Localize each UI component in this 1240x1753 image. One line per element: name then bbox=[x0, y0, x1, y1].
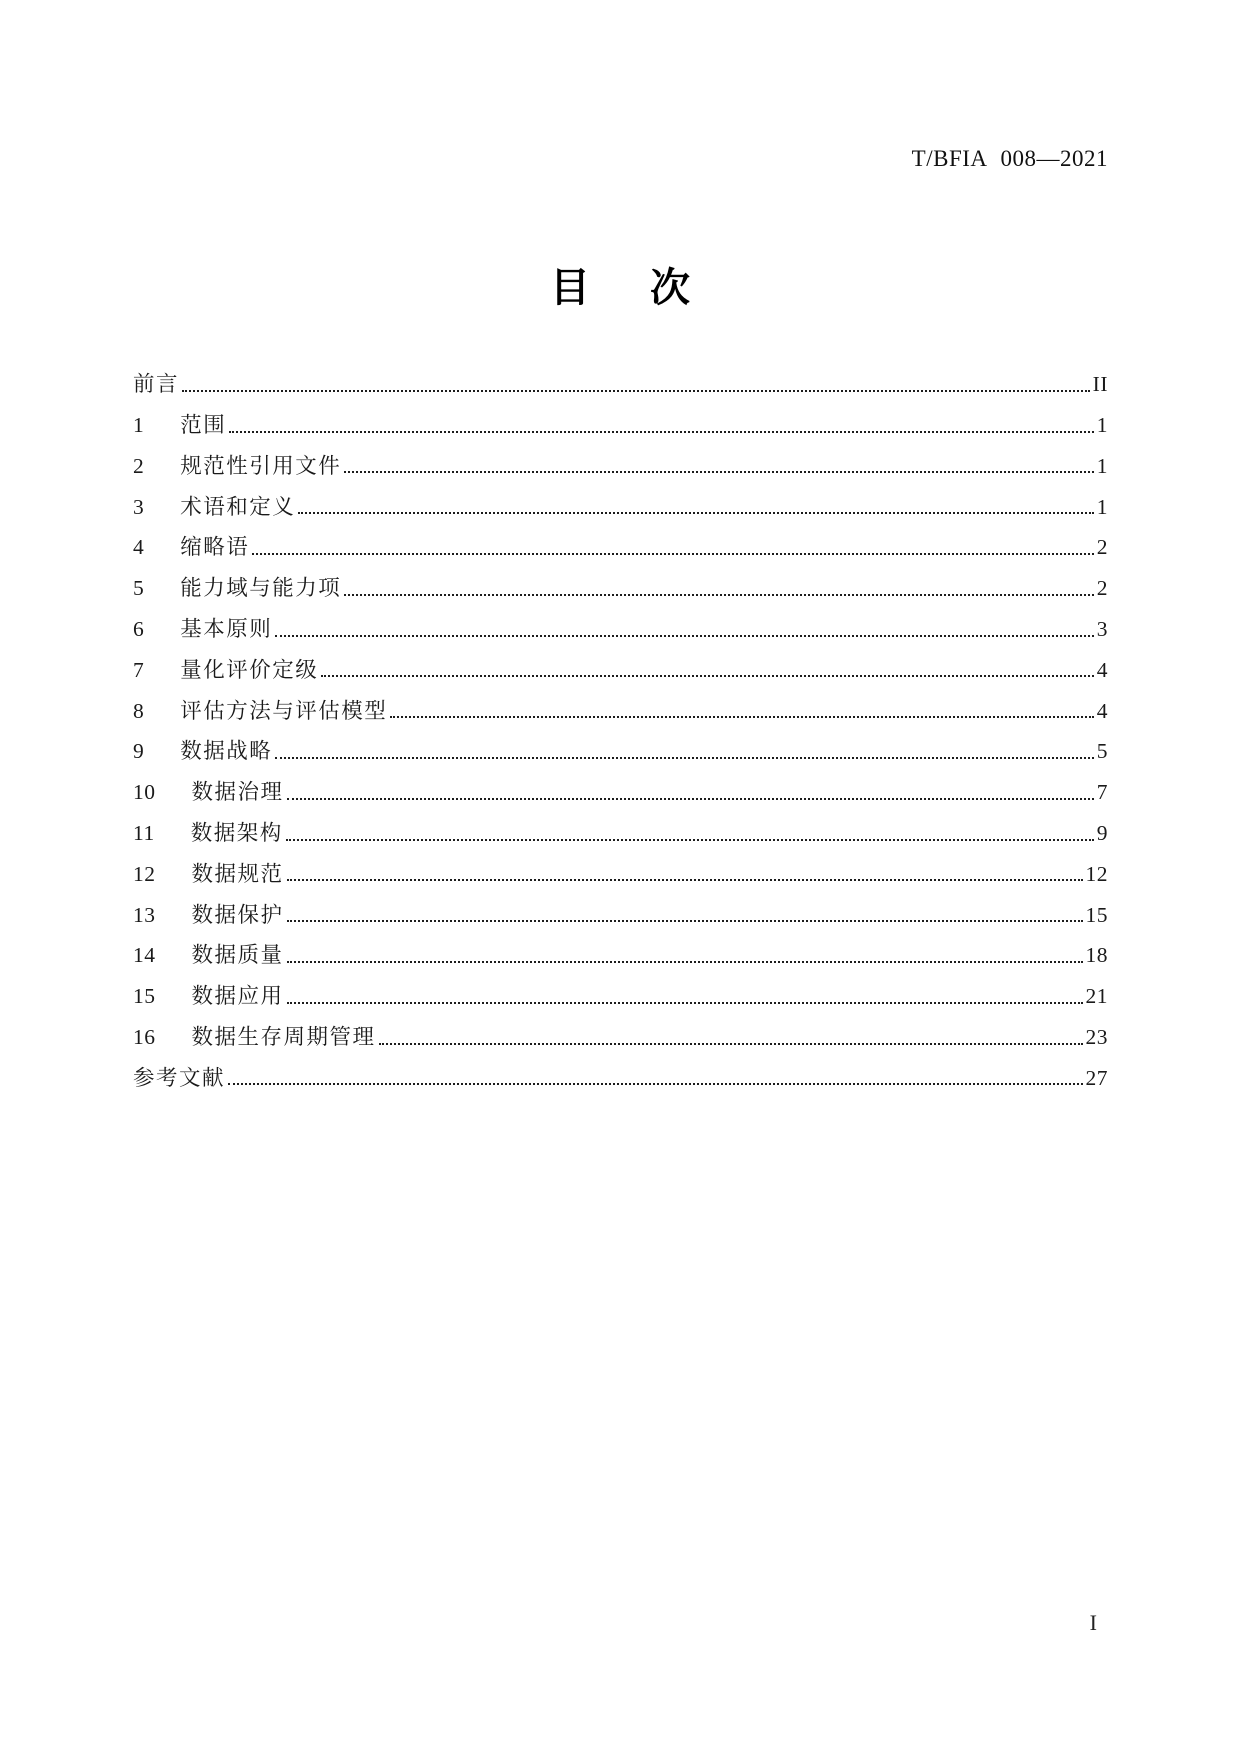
toc-entry-page: 21 bbox=[1085, 984, 1108, 1009]
toc-entry[interactable] bbox=[133, 846, 1108, 887]
dot-leader bbox=[379, 1043, 1083, 1045]
toc-entry-label: 数据保护 bbox=[191, 902, 284, 927]
toc-entry-page: 2 bbox=[1096, 576, 1108, 601]
dot-leader bbox=[286, 839, 1094, 841]
toc-entry-number: 2 bbox=[133, 453, 145, 478]
toc-entry-number: 13 bbox=[133, 902, 156, 927]
table-of-contents bbox=[133, 356, 1108, 1090]
dot-leader bbox=[287, 961, 1083, 963]
dot-leader bbox=[287, 920, 1083, 922]
dot-leader bbox=[287, 1002, 1083, 1004]
toc-entry-label: 数据应用 bbox=[191, 984, 284, 1009]
toc-entry[interactable] bbox=[133, 968, 1108, 1009]
dot-leader bbox=[321, 675, 1093, 677]
toc-entry[interactable] bbox=[133, 682, 1108, 723]
dot-leader bbox=[287, 879, 1083, 881]
dot-leader bbox=[344, 594, 1093, 596]
toc-entry-page: 12 bbox=[1085, 861, 1108, 886]
toc-entry-label: 数据架构 bbox=[190, 820, 283, 845]
page-title-char-2: 次 bbox=[650, 266, 690, 310]
toc-entry-label: 数据规范 bbox=[191, 861, 284, 886]
toc-entry[interactable] bbox=[133, 560, 1108, 601]
toc-entry-page: II bbox=[1092, 372, 1108, 397]
dot-leader bbox=[228, 1083, 1082, 1085]
toc-entry-label: 范围 bbox=[180, 412, 227, 437]
toc-entry-page: 15 bbox=[1085, 902, 1108, 927]
toc-entry-page: 1 bbox=[1096, 453, 1108, 478]
toc-entry-number: 3 bbox=[133, 494, 145, 519]
toc-entry[interactable] bbox=[133, 478, 1108, 519]
toc-entry[interactable] bbox=[133, 927, 1108, 968]
toc-entry-label: 规范性引用文件 bbox=[180, 453, 342, 478]
folio-page-number: I bbox=[1089, 1610, 1097, 1635]
toc-entry-page: 1 bbox=[1096, 412, 1108, 437]
toc-entry-page: 4 bbox=[1096, 657, 1108, 682]
toc-entry-label: 数据质量 bbox=[191, 943, 284, 968]
toc-entry-label: 缩略语 bbox=[180, 535, 250, 560]
toc-entry-number: 5 bbox=[133, 576, 145, 601]
toc-entry-number: 15 bbox=[133, 984, 156, 1009]
toc-entry-label: 基本原则 bbox=[180, 616, 273, 641]
toc-entry-label: 量化评价定级 bbox=[180, 657, 319, 682]
toc-entry-number: 9 bbox=[133, 739, 145, 764]
dot-leader bbox=[298, 512, 1093, 514]
standard-number: T/BFIA 008—2021 bbox=[911, 146, 1108, 171]
toc-entry[interactable] bbox=[133, 356, 1108, 397]
toc-entry-number: 16 bbox=[133, 1024, 156, 1049]
toc-entry[interactable] bbox=[133, 397, 1108, 438]
toc-entry-number: 4 bbox=[133, 535, 145, 560]
dot-leader bbox=[275, 635, 1093, 637]
toc-entry-number: 14 bbox=[133, 943, 156, 968]
toc-entry[interactable] bbox=[133, 601, 1108, 642]
toc-entry-label: 参考文献 bbox=[133, 1065, 226, 1090]
toc-entry-number: 12 bbox=[133, 861, 156, 886]
toc-entry-page: 3 bbox=[1096, 616, 1108, 641]
dot-leader bbox=[275, 757, 1093, 759]
toc-entry[interactable] bbox=[133, 642, 1108, 683]
dot-leader bbox=[287, 798, 1094, 800]
toc-entry-page: 1 bbox=[1096, 494, 1108, 519]
page-title-char-1: 目 bbox=[550, 266, 590, 310]
toc-entry-number: 8 bbox=[133, 698, 145, 723]
toc-entry-number: 7 bbox=[133, 657, 145, 682]
dot-leader bbox=[390, 716, 1093, 718]
toc-entry[interactable] bbox=[133, 886, 1108, 927]
toc-entry-page: 9 bbox=[1096, 820, 1108, 845]
toc-entry-label: 数据战略 bbox=[180, 739, 273, 764]
toc-entry-page: 23 bbox=[1085, 1024, 1108, 1049]
dot-leader bbox=[229, 431, 1093, 433]
toc-entry[interactable] bbox=[133, 1050, 1108, 1091]
toc-entry-page: 4 bbox=[1096, 698, 1108, 723]
toc-entry-label: 评估方法与评估模型 bbox=[180, 698, 388, 723]
toc-entry-page: 7 bbox=[1096, 780, 1108, 805]
toc-entry-label: 能力域与能力项 bbox=[180, 576, 342, 601]
toc-entry-page: 18 bbox=[1085, 943, 1108, 968]
toc-entry-label: 前言 bbox=[133, 372, 180, 397]
toc-entry-label: 数据生存周期管理 bbox=[191, 1024, 376, 1049]
toc-entry[interactable] bbox=[133, 764, 1108, 805]
toc-entry[interactable] bbox=[133, 1009, 1108, 1050]
dot-leader bbox=[252, 553, 1093, 555]
toc-entry-page: 27 bbox=[1085, 1065, 1108, 1090]
toc-entry-number: 11 bbox=[133, 820, 155, 845]
toc-entry-label: 数据治理 bbox=[191, 780, 284, 805]
toc-entry-label: 术语和定义 bbox=[180, 494, 296, 519]
toc-entry-number: 10 bbox=[133, 780, 156, 805]
toc-entry-page: 5 bbox=[1096, 739, 1108, 764]
toc-entry[interactable] bbox=[133, 805, 1108, 846]
page-title bbox=[0, 268, 1240, 308]
toc-entry-number: 6 bbox=[133, 616, 145, 641]
toc-entry-number: 1 bbox=[133, 412, 145, 437]
dot-leader bbox=[182, 390, 1090, 392]
toc-entry[interactable] bbox=[133, 723, 1108, 764]
dot-leader bbox=[344, 471, 1093, 473]
toc-entry[interactable] bbox=[133, 519, 1108, 560]
toc-entry[interactable] bbox=[133, 438, 1108, 479]
toc-entry-page: 2 bbox=[1096, 535, 1108, 560]
